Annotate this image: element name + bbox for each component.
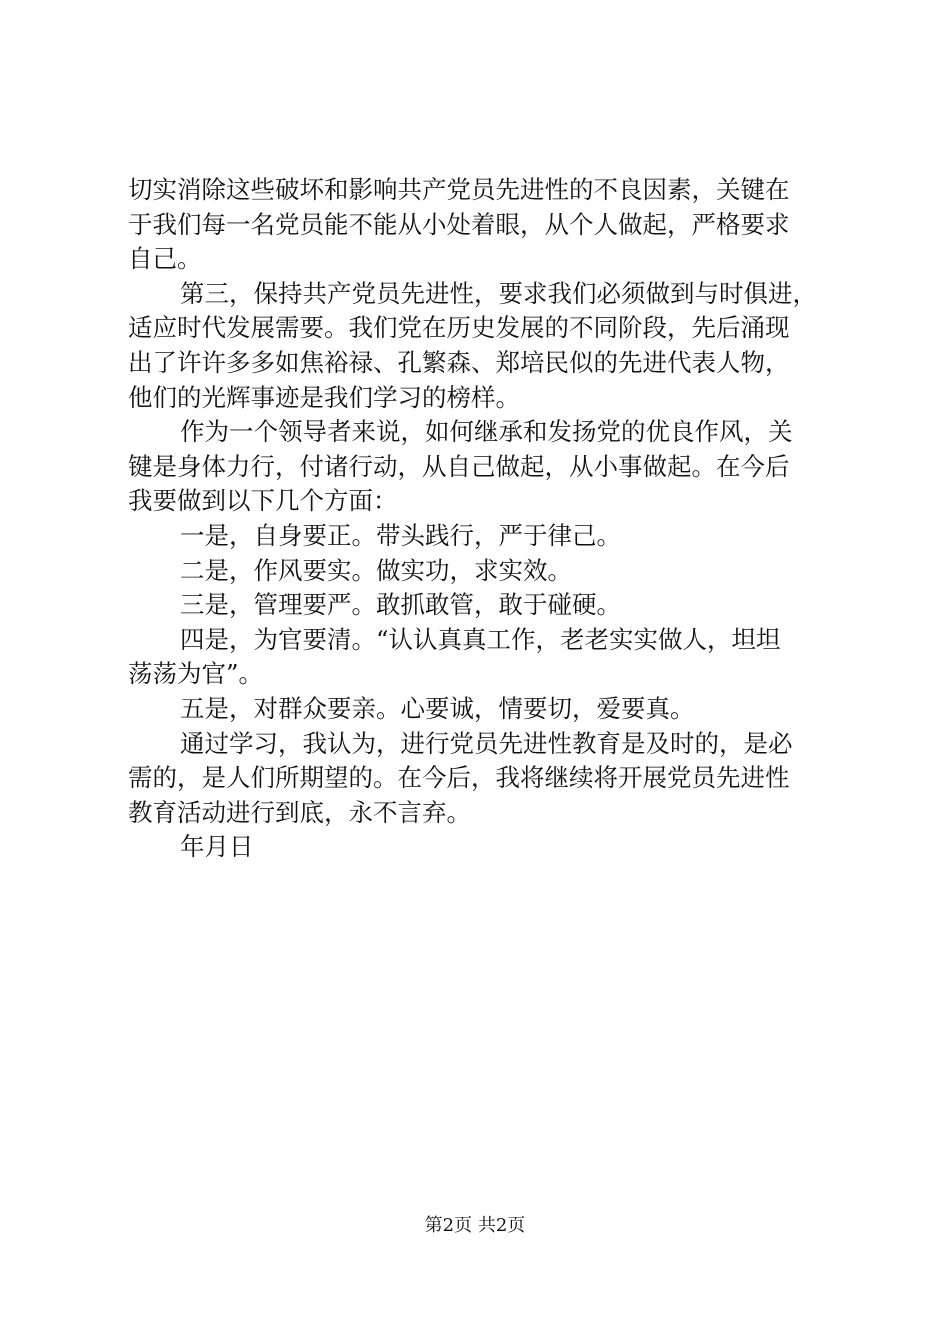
page-number-footer: 第2页 共2页: [424, 1215, 526, 1236]
text-line: 作为一个领导者来说，如何继承和发扬党的优良作风，关: [180, 417, 793, 447]
text-line: 我要做到以下几个方面：: [128, 486, 398, 516]
text-line: 他们的光辉事迹是我们学习的榜样。: [128, 382, 520, 412]
text-line: 第三，保持共产党员先进性，要求我们必须做到与时俱进，: [180, 278, 817, 308]
text-line: 荡荡为官”。: [128, 659, 264, 689]
text-line: 需的，是人们所期望的。在今后，我将继续将开展党员先进性: [128, 763, 790, 793]
text-line: 通过学习，我认为，进行党员先进性教育是及时的，是必: [180, 728, 793, 758]
text-line: 适应时代发展需要。我们党在历史发展的不同阶段，先后涌现: [128, 313, 790, 343]
text-line: 自己。: [128, 244, 202, 274]
text-line: 于我们每一名党员能不能从小处着眼，从个人做起，严格要求: [128, 209, 790, 239]
text-line: 二是，作风要实。做实功，求实效。: [180, 555, 572, 585]
text-line: 一是，自身要正。带头践行，严于律己。: [180, 520, 621, 550]
text-line: 出了许许多多如焦裕禄、孔繁森、郑培民似的先进代表人物，: [128, 347, 790, 377]
date-line: 年月日: [180, 832, 254, 862]
text-line: 切实消除这些破坏和影响共产党员先进性的不良因素，关键在: [128, 175, 790, 204]
text-line: 四是，为官要清。“认认真真工作，老老实实做人，坦坦: [180, 624, 781, 654]
text-line: 三是，管理要严。敢抓敢管，敢于碰硬。: [180, 590, 621, 620]
text-line: 键是身体力行，付诸行动，从自己做起，从小事做起。在今后: [128, 451, 790, 481]
document-body: [128, 173, 828, 865]
text-line: 五是，对群众要亲。心要诚，情要切，爱要真。: [180, 693, 695, 723]
text-line: 教育活动进行到底，永不言弃。: [128, 797, 471, 827]
